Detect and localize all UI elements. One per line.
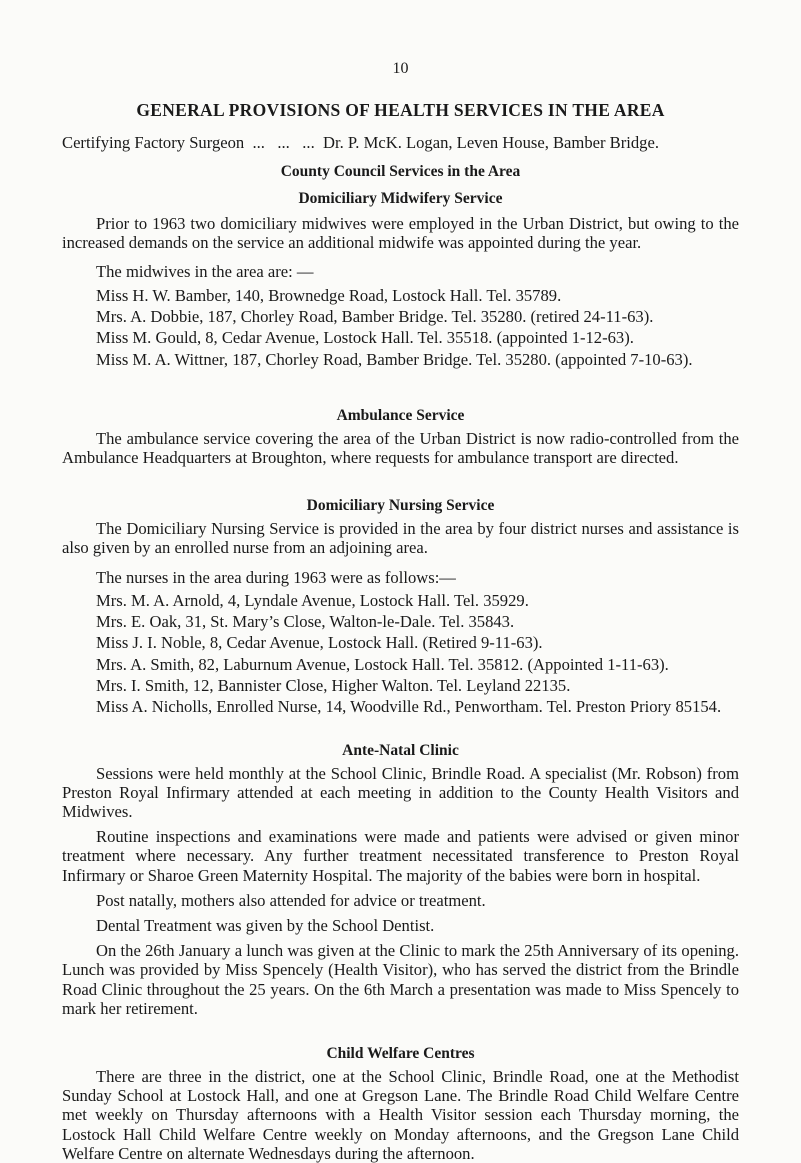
ambulance-paragraph: The ambulance service covering the area of the Urban District is now radio-controlled from the Ambulance Headquarters at Broughton, where requests for ambulance transport are directed. [62, 428, 739, 467]
midwifery-section [62, 190, 739, 370]
page-title: GENERAL PROVISIONS OF HEALTH SERVICES IN THE AREA [136, 100, 665, 120]
list-item: Miss M. Gould, 8, Cedar Avenue, Lostock Hall. Tel. 35518. (appointed 1-12-63). [96, 328, 634, 348]
antenatal-paragraph: On the 26th January a lunch was given at the Clinic to mark the 25th Anniversary of its opening. Lunch was provided by Miss Spencely (Health Visitor), who has served the district from the Brindle Road Clinic throughout the 25 years. On the 6th March a presentation was made to Miss Spencely to mark her retirement. [62, 941, 739, 1018]
antenatal-heading: Ante-Natal Clinic [342, 741, 459, 759]
factory-surgeon-line: Certifying Factory Surgeon ... ... ... Dr. P. McK. Logan, Leven House, Bamber Bridge. [62, 133, 659, 152]
nursing-section [62, 497, 739, 717]
ambulance-section [62, 407, 739, 467]
nursing-heading: Domiciliary Nursing Service [306, 497, 495, 515]
midwives-intro: The midwives in the area are: — [96, 262, 314, 282]
list-item: Mrs. A. Smith, 82, Laburnum Avenue, Lostock Hall. Tel. 35812. (Appointed 1-11-63). [96, 654, 669, 674]
antenatal-section [62, 742, 739, 1018]
nurses-intro: The nurses in the area during 1963 were as follows:— [96, 567, 456, 587]
list-item: Mrs. I. Smith, 12, Bannister Close, Higher Walton. Tel. Leyland 22135. [96, 676, 571, 695]
list-item: Miss H. W. Bamber, 140, Brownedge Road, Lostock Hall. Tel. 35789. [96, 285, 562, 305]
list-item: Mrs. A. Dobbie, 187, Chorley Road, Bamber Bridge. Tel. 35280. (retired 24-11-63). [96, 306, 654, 326]
list-item: Miss J. I. Noble, 8, Cedar Avenue, Lostock Hall. (Retired 9-11-63). [96, 633, 543, 653]
nursing-paragraph: The Domiciliary Nursing Service is provided in the area by four district nurses and assistance is also given by an enrolled nurse from an adjoining area. [62, 519, 739, 558]
list-item: Mrs. M. A. Arnold, 4, Lyndale Avenue, Lostock Hall. Tel. 35929. [96, 590, 529, 610]
page-number: 10 [392, 60, 409, 77]
antenatal-paragraph: Post natally, mothers also attended for advice or treatment. [96, 890, 486, 910]
child-welfare-paragraph: There are three in the district, one at the School Clinic, Brindle Road, one at the Methodist Sunday School at Lostock Hall, and one at Gregson Lane. The Brindle Road Child Welfare Centre met weekly on Thursday afternoons with a Health Visitor session each Thursday morning, the Lostock Hall Child Welfare Centre weekly on Monday afternoons, and the Gregson Lane Child Welfare Centre on alternate Wednesdays during the afternoon. [62, 1067, 739, 1163]
ambulance-heading: Ambulance Service [336, 406, 465, 424]
child-welfare-heading: Child Welfare Centres [326, 1045, 475, 1063]
antenatal-paragraph: Routine inspections and examinations were made and patients were advised or given minor treatment where necessary. Any further treatment necessitated transference to Preston Royal Infirmary or Sharoe Green Maternity Hospital. The majority of the babies were born in hospital. [62, 827, 739, 885]
midwifery-heading: Domiciliary Midwifery Service [298, 190, 503, 207]
child-welfare-section [62, 1045, 739, 1163]
midwifery-paragraph: Prior to 1963 two domiciliary midwives were employed in the Urban District, but owing to the increased demands on the service an additional midwife was appointed during the year. [62, 214, 739, 253]
antenatal-paragraph: Dental Treatment was given by the School Dentist. [96, 916, 435, 936]
antenatal-paragraph: Sessions were held monthly at the School Clinic, Brindle Road. A specialist (Mr. Robson) from Preston Royal Infirmary attended at each meeting in addition to the County Health Visitors and Midwives. [62, 763, 739, 821]
county-services-heading: County Council Services in the Area [280, 163, 521, 180]
list-item: Miss A. Nicholls, Enrolled Nurse, 14, Woodville Rd., Penwortham. Tel. Preston Priory 85154. [96, 697, 722, 717]
list-item: Mrs. E. Oak, 31, St. Mary’s Close, Walton-le-Dale. Tel. 35843. [96, 612, 515, 632]
midwives-list [62, 285, 739, 370]
nurses-list [62, 590, 739, 718]
list-item: Miss M. A. Wittner, 187, Chorley Road, Bamber Bridge. Tel. 35280. (appointed 7-10-63). [96, 349, 693, 369]
